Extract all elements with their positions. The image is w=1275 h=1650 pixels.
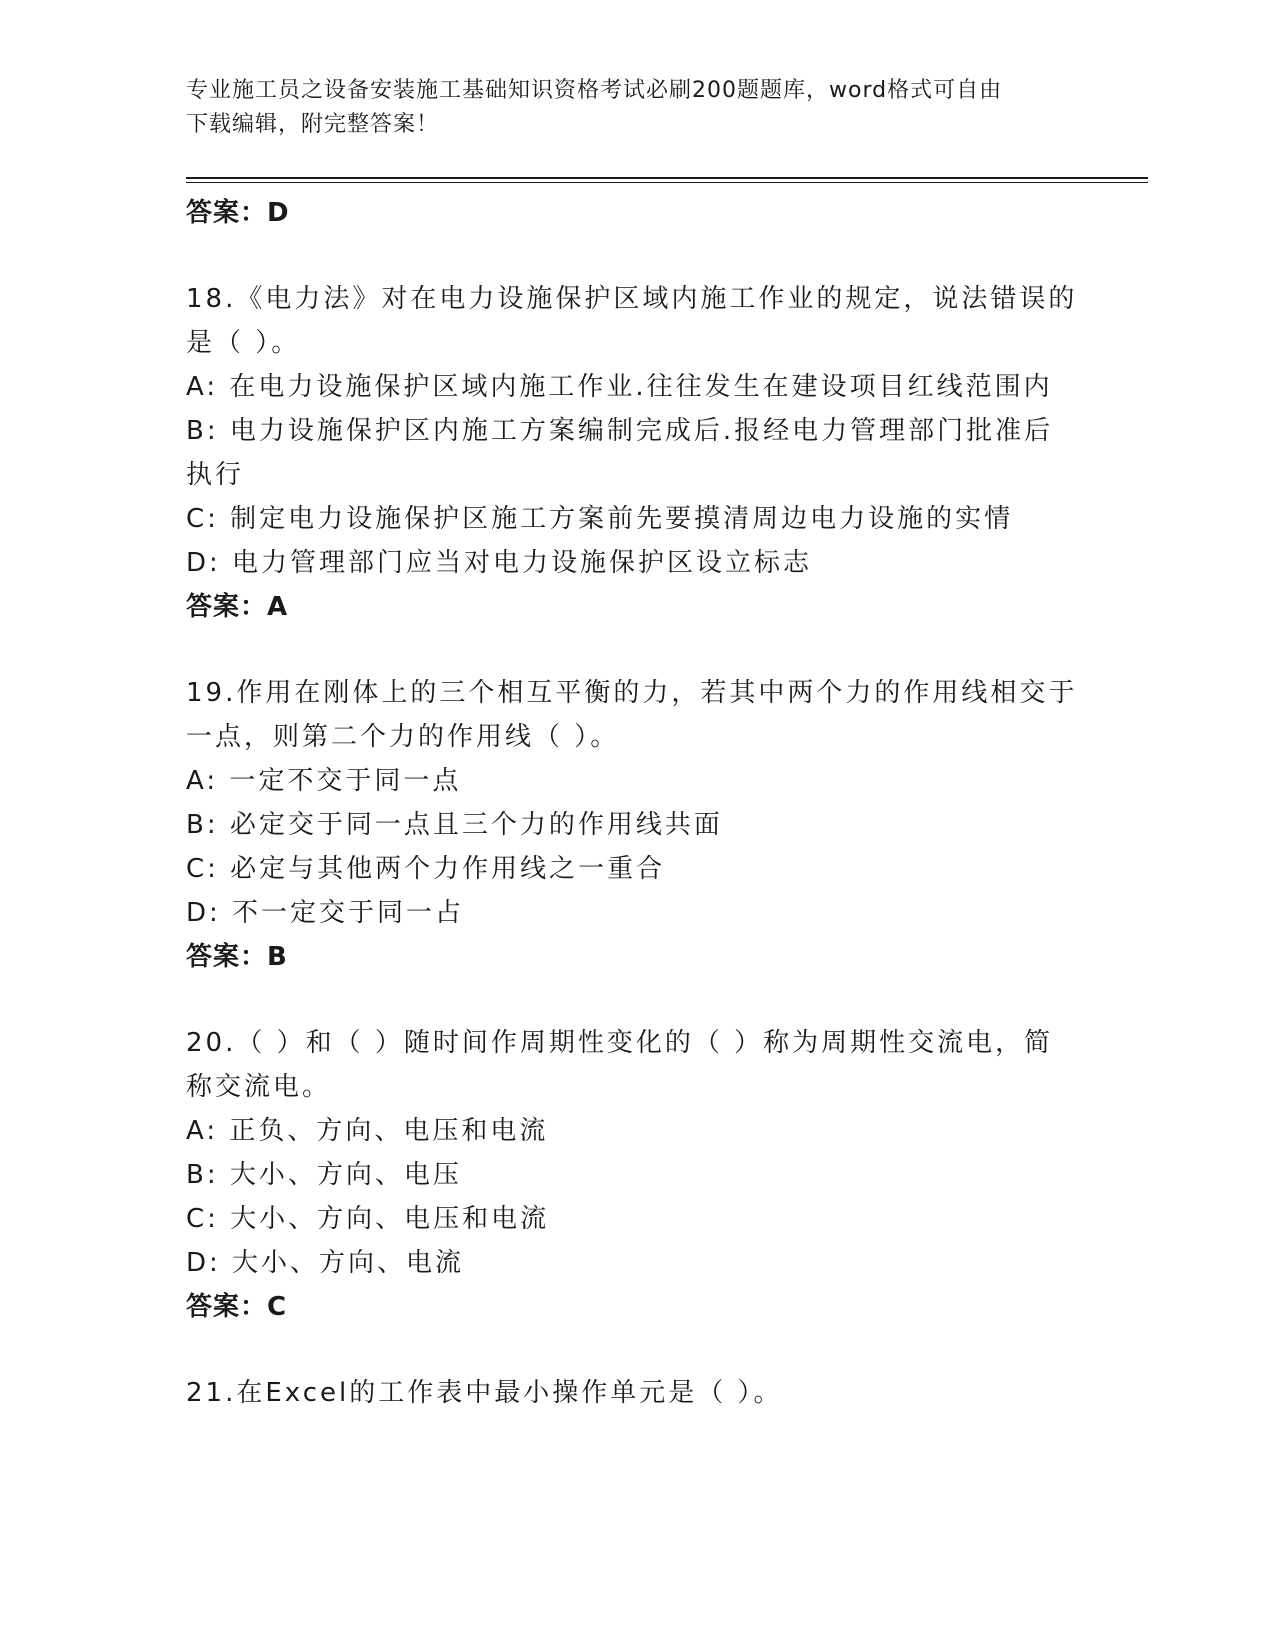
question-20-option-a: A: 正负、方向、电压和电流 (186, 1116, 549, 1146)
question-21-stem-line-1: 21.在Excel的工作表中最小操作单元是（ ）。 (186, 1378, 783, 1408)
question-20-option-c: C: 大小、方向、电压和电流 (186, 1204, 550, 1234)
question-20-stem-line-2: 称交流电。 (186, 1072, 332, 1102)
question-20-stem-line-1: 20.（ ）和（ ）随时间作周期性变化的（ ）称为周期性交流电，简 (186, 1028, 1054, 1058)
question-18-option-b-line-2: 执行 (186, 460, 245, 490)
question-19-stem-line-2: 一点，则第二个力的作用线（ ）。 (186, 722, 620, 752)
header-line-2: 下载编辑，附完整答案！ (186, 112, 440, 137)
header-divider-thick (186, 177, 1148, 179)
question-18-option-a: A: 在电力设施保护区域内施工作业.往往发生在建设项目红线范围内 (186, 372, 1053, 402)
header-divider-thin (186, 182, 1148, 183)
question-20-option-d: D: 大小、方向、电流 (186, 1248, 465, 1278)
question-18-option-d: D: 电力管理部门应当对电力设施保护区设立标志 (186, 548, 813, 578)
question-18-option-b-line-1: B: 电力设施保护区内施工方案编制完成后.报经电力管理部门批准后 (186, 416, 1054, 446)
answer-20: 答案：C (186, 1292, 288, 1322)
answer-19: 答案：B (186, 942, 288, 972)
question-19-stem-line-1: 19.作用在刚体上的三个相互平衡的力，若其中两个力的作用线相交于 (186, 678, 1078, 708)
question-18-option-c: C: 制定电力设施保护区施工方案前先要摸清周边电力设施的实情 (186, 504, 1014, 534)
question-18-stem-line-1: 18.《电力法》对在电力设施保护区域内施工作业的规定，说法错误的 (186, 284, 1078, 314)
question-19-option-d: D: 不一定交于同一占 (186, 898, 465, 928)
answer-18: 答案：A (186, 592, 289, 622)
answer-17: 答案：D (186, 198, 290, 228)
question-18-stem-line-2: 是（ ）。 (186, 328, 301, 358)
question-19-option-c: C: 必定与其他两个力作用线之一重合 (186, 854, 666, 884)
question-19-option-b: B: 必定交于同一点且三个力的作用线共面 (186, 810, 723, 840)
header-line-1: 专业施工员之设备安装施工基础知识资格考试必刷200题题库，word格式可自由 (186, 78, 1003, 103)
question-19-option-a: A: 一定不交于同一点 (186, 766, 462, 796)
question-20-option-b: B: 大小、方向、电压 (186, 1160, 462, 1190)
document-header (186, 74, 1086, 142)
